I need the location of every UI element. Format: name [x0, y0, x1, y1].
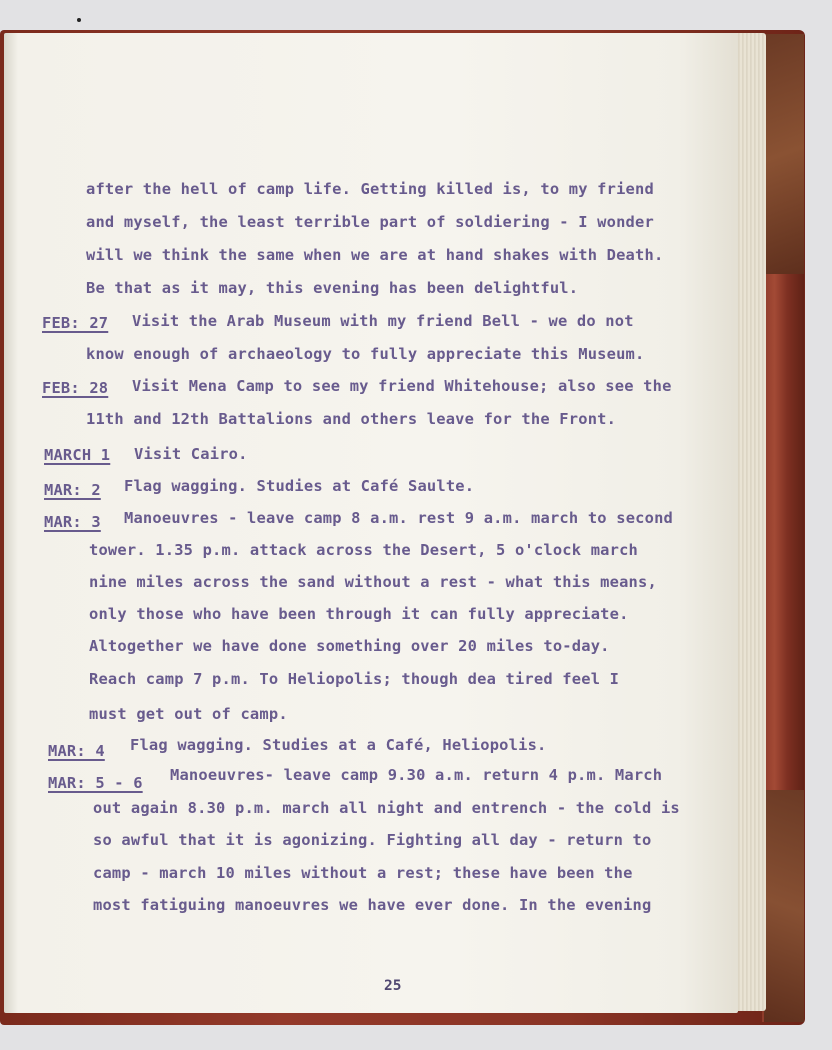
text-line: Visit the Arab Museum with my friend Bell - we do not: [132, 312, 634, 330]
document-page: [4, 33, 738, 1013]
text-line: Reach camp 7 p.m. To Heliopolis; though dea tired feel I: [89, 670, 620, 688]
text-line: only those who have been through it can fully appreciate.: [89, 605, 629, 623]
text-line: out again 8.30 p.m. march all night and entrench - the cold is: [93, 799, 680, 817]
entry-date: MAR: 2: [44, 481, 101, 499]
entry-date: MAR: 4: [48, 742, 105, 760]
entry-date: FEB: 28: [42, 379, 109, 397]
text-line: camp - march 10 miles without a rest; these have been the: [93, 864, 633, 882]
entry-date: FEB: 27: [42, 314, 109, 332]
text-line: and myself, the least terrible part of soldiering - I wonder: [86, 213, 654, 231]
text-line: will we think the same when we are at hand shakes with Death.: [86, 246, 664, 264]
page-number: 25: [384, 978, 402, 994]
text-line: Visit Mena Camp to see my friend Whitehouse; also see the: [132, 377, 672, 395]
text-line: Manoeuvres- leave camp 9.30 a.m. return 4 p.m. March: [170, 766, 663, 784]
text-line: 11th and 12th Battalions and others leave for the Front.: [86, 410, 617, 428]
text-line: Altogether we have done something over 20 miles to-day.: [89, 637, 610, 655]
entry-date: MAR: 5 - 6: [48, 774, 143, 792]
entry-date: MARCH 1: [44, 446, 111, 464]
text-line: Flag wagging. Studies at Café Saulte.: [124, 477, 475, 495]
text-line: Manoeuvres - leave camp 8 a.m. rest 9 a.m. march to second: [124, 509, 674, 527]
entry-date: MAR: 3: [44, 513, 101, 531]
cover-corner-top: [764, 34, 804, 274]
text-line: Be that as it may, this evening has been delightful.: [86, 279, 579, 297]
text-line: most fatiguing manoeuvres we have ever done. In the evening: [93, 896, 652, 914]
text-line: know enough of archaeology to fully appreciate this Museum.: [86, 345, 645, 363]
dust-speck: [77, 18, 81, 22]
text-line: tower. 1.35 p.m. attack across the Desert, 5 o'clock march: [89, 541, 639, 559]
text-line: Flag wagging. Studies at a Café, Heliopolis.: [130, 736, 547, 754]
text-line: must get out of camp.: [89, 705, 288, 723]
text-line: Visit Cairo.: [134, 445, 248, 463]
text-line: after the hell of camp life. Getting killed is, to my friend: [86, 180, 654, 198]
text-line: nine miles across the sand without a rest - what this means,: [89, 573, 657, 591]
text-line: so awful that it is agonizing. Fighting all day - return to: [93, 831, 652, 849]
cover-corner-bottom: [764, 790, 804, 1022]
